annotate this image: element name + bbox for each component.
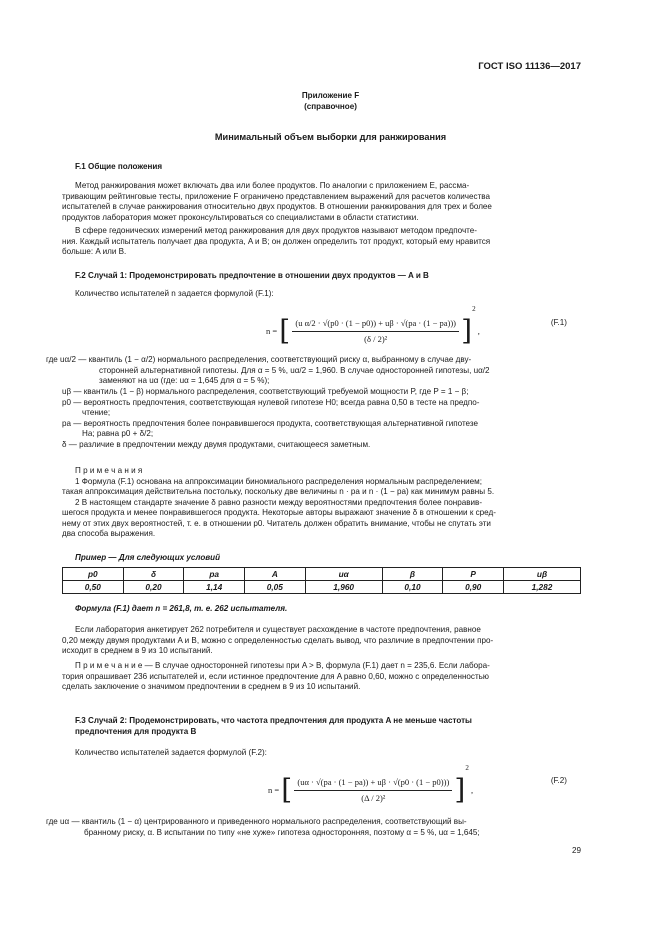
section-f1-paragraph-1 [62,181,581,223]
example-table [62,567,581,594]
note-line: два способа выражения. [62,529,156,538]
formula-f2: n = [ $\frac{(u\alpha \cdot √(pa \cdot (1 - pa)) + u\beta \cdot √(p0 \cdot (1 - p0)))}{\text{(Δ / 2)²}}$ ]$^2$ , [268,764,474,807]
formula-f1-number: (F.1) [550,318,567,327]
formula-exponent: 2 [472,305,476,313]
table-cell: 0,05 [245,581,306,594]
formula-lhs: n = [268,784,280,795]
where-item: uβ — квантиль (1 − β) нормального распределения, соответствующий требуемой мощности P, где P = 1 − β; [62,387,469,396]
table-header-row [63,568,581,581]
notes-block [62,466,581,540]
where-item: p0 — вероятность предпочтения, соответствующая нулевой гипотезе H0; всегда равна 0,50 в тесте на предпо- [62,397,480,407]
note-line: 1 Формула (F.1) основана на аппроксимации биномиального распределения нормальным распределением; [75,476,482,486]
table-head-cell: pa [184,568,245,581]
table-head-cell: A [245,568,306,581]
table-cell: 1,14 [184,581,245,594]
where-item: где uα — квантиль (1 − α) центрированного и приведенного нормального распределения, соответствующий вы- [46,817,467,826]
text-line: В сфере гедонических измерений метод ранжирования для двух продуктов называют методом предпочте- [75,226,477,235]
section-f1-heading: F.1 Общие положения [75,162,163,171]
where-list-2 [62,387,581,450]
appendix-title: Приложение F [301,91,360,100]
where-item-cont: заменяют на uα (где: uα = 1,645 для α = 5 %); [99,376,270,385]
note-line: 2 В настоящем стандарте значение δ равно разности между вероятностями предпочтения более понравив- [75,497,483,507]
text-line: Метод ранжирования может включать два или более продуктов. По аналогии с приложением Е, рассма- [75,181,470,190]
heading-line: предпочтения для продукта B [75,726,197,736]
section-f3-heading [75,716,472,737]
table-head-cell: uα [305,568,382,581]
note-line: нему от этих двух вероятностей, т. е. в отношении p0. Читатель должен обратить внимание, чтобы не спутать эти [62,518,491,528]
table-cell: 1,960 [305,581,382,594]
bracket-left: [ [281,773,293,807]
formula-fraction [292,318,459,344]
example-paragraph [62,625,581,657]
bracket-right: ] [454,773,466,807]
bracket-right: ] [461,314,473,348]
where-item-cont: Ha; равна p0 + δ/2; [82,429,154,438]
note-line: шегося продукта и менее понравившегося продукта. Некоторые авторы выражают значение δ в отношении к сред- [62,508,496,517]
table-head-cell: δ [123,568,184,581]
formula-f1: n = [ $\frac{\text{(u α/2 · √(p0 · (1 − p0)) + uβ · √(pa · (1 − pa)))}}{\text{(δ / 2)²}}$ ]$^2$ , [266,305,480,348]
text-line: ния. Каждый испытатель получает два продукта, A и B; он должен определить тот продукт, который ему нравится [62,236,491,246]
where-item-cont: сторонней альтернативной гипотезы. Для α = 5 %, uα/2 = 1,960. В случае односторонней гипотезы, uα/2 [99,365,490,375]
where-list [46,355,581,387]
text-line: испытателей в случае ранжирования относительно двух продуктов. В отношении ранжирования для трех и более [62,202,492,211]
where-list-f2 [46,817,581,838]
table-head-cell: β [382,568,443,581]
section-f1-paragraph-2 [62,226,581,258]
where-item-cont: чтение; [82,408,111,417]
table-cell: 0,20 [123,581,184,594]
section-f3-intro: Количество испытателей задается формулой (F.2): [75,748,267,757]
example-title: Пример — Для следующих условий [75,553,221,562]
text-line: сделать заключение о значимом предпочтении в среднем в 9 из 10 испытаний. [62,682,361,691]
section-f2-intro: Количество испытателей n задается формулой (F.1): [75,289,274,298]
bracket-left: [ [279,314,291,348]
text-line: Если лаборатория анкетирует 262 потребителя и существует расхождение в частоте предпочтения, равное [75,625,481,634]
text-line: тривающим рейтинговые тесты, приложение F ограничено представлением выражений для расчетов количества [62,191,490,201]
appendix-heading: Минимальный объем выборки для ранжирования [214,132,447,142]
text-line: исходит в среднем в 9 из 10 испытаний. [62,646,213,655]
where-item: где uα/2 — квантиль (1 − α/2) нормального распределения, соответствующий риску α, выбранному в случае дву- [46,355,472,364]
where-item: δ — различие в предпочтении между двумя продуктами, считающееся заметным. [62,439,371,449]
formula-numerator: (uα · √(pa · (1 − pa)) + uβ · √(p0 · (1 − p0))) [294,777,452,791]
text-line: П р и м е ч а н и е — В случае односторонней гипотезы при A > B, формула (F.1) дает n = 235,6. Если лабора- [75,661,490,670]
formula-lhs: n = [266,325,278,336]
example-result: Формула (F.1) дает n = 261,8, т. е. 262 испытателя. [75,604,288,613]
text-line: продуктов лаборатория может проконсультироваться со специалистами в области статистики. [62,212,419,222]
page-number: 29 [571,846,581,855]
table-row [63,581,581,594]
standard-header: ГОСТ ISO 11136—2017 [478,61,581,72]
formula-denominator: (δ / 2)² [364,333,388,344]
where-item-cont: бранному риску, α. В испытании по типу «не хуже» гипотеза односторонняя, поэтому α = 5 %, uα = 1,645; [84,827,480,837]
text-line: тория опрашивает 236 испытателей и, если истинное предпочтение для A равно 0,60, можно с определенностью [62,671,489,681]
example-note [62,661,581,693]
text-line: больше: A или B. [62,247,127,256]
where-item: pa — вероятность предпочтения более понравившегося продукта, соответствующая альтернативной гипотезе [62,418,479,428]
table-head-cell: uβ [504,568,581,581]
notes-label: П р и м е ч а н и я [75,466,143,475]
formula-f2-number: (F.2) [550,776,567,785]
text-line: 0,20 между двумя продуктами A и B, можно с определенностью сделать вывод, что различие в предпочтении про- [62,635,494,645]
formula-numerator: (u α/2 · √(p0 · (1 − p0)) + uβ · √(pa · (1 − pa))) [292,318,459,332]
table-cell: 0,10 [382,581,443,594]
table-cell: 1,282 [504,581,581,594]
table-head-cell: P [443,568,504,581]
appendix-subtitle: (справочное) [304,102,357,111]
note-line: такая аппроксимация действительна постольку, поскольку две величины n · pa и n · (1 − pa) как минимум равны 5. [62,487,495,496]
table-cell: 0,50 [63,581,124,594]
formula-denominator: (Δ / 2)² [361,792,386,803]
formula-fraction [294,777,452,803]
section-f2-heading: F.2 Случай 1: Продемонстрировать предпочтение в отношении двух продуктов — A и B [75,271,429,280]
table-cell: 0,90 [443,581,504,594]
heading-line: F.3 Случай 2: Продемонстрировать, что частота предпочтения для продукта A не меньше частоты [75,716,472,725]
table-head-cell: p0 [63,568,124,581]
formula-exponent: 2 [465,764,469,772]
